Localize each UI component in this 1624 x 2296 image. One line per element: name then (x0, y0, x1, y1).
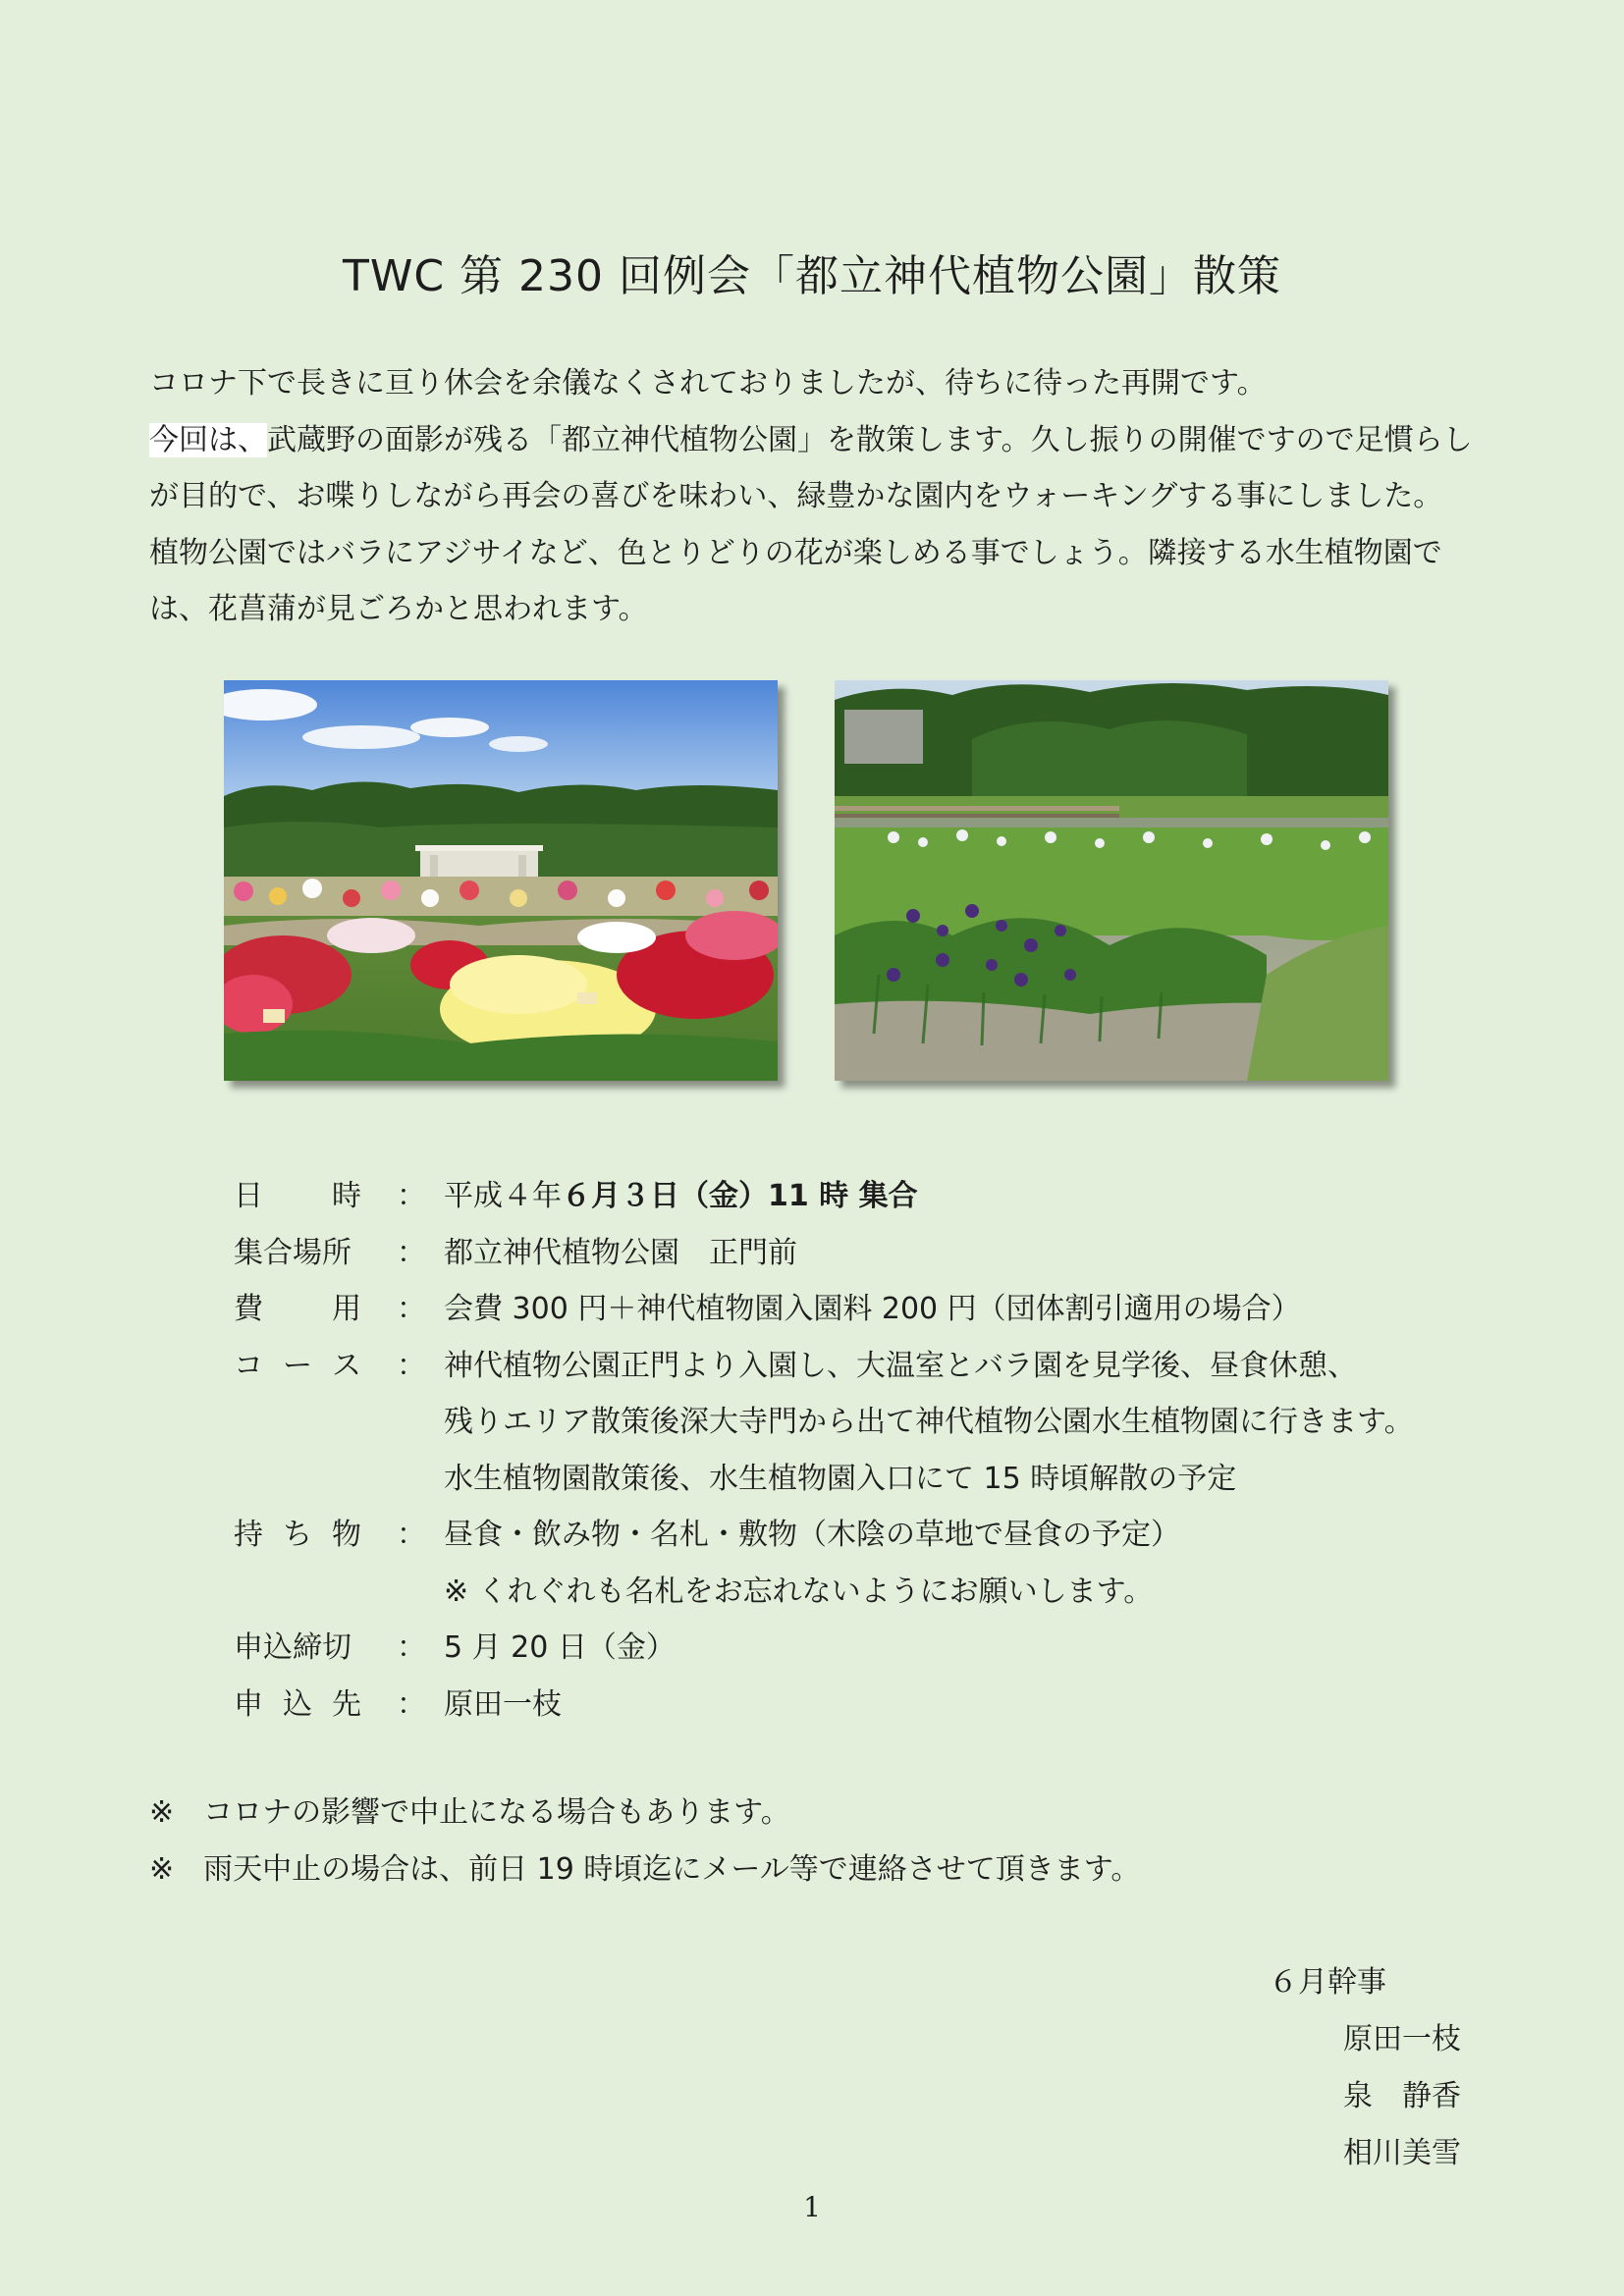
detail-value: 残りエリア散策後深大寺門から出て神代植物公園水生植物園に行きます。 (444, 1405, 1414, 1439)
detail-label: 集合場所 (234, 1235, 352, 1270)
detail-colon: ： (397, 1235, 426, 1270)
detail-colon: ： (397, 1348, 426, 1383)
detail-value: 神代植物公園正門より入園し、大温室とバラ園を見学後、昼食休憩、 (444, 1348, 1357, 1383)
intro-paragraph (149, 355, 1494, 638)
datetime-prefix: 平成４年 (444, 1179, 562, 1213)
notes (149, 1785, 1140, 1897)
detail-value: 昼食・飲み物・名札・敷物（木陰の草地で昼食の予定） (444, 1518, 1180, 1552)
highlighted-text: 今回は、 (149, 422, 267, 457)
intro-line: は、花菖蒲が見ごろかと思われます。 (149, 592, 648, 626)
signature-name: 原田一枝 (1343, 2022, 1461, 2056)
detail-colon: ： (397, 1179, 426, 1213)
intro-line: 植物公園ではバラにアジサイなど、色とりどりの花が楽しめる事でしょう。隣接する水生植物園で (149, 535, 1442, 570)
signature-name: 相川美雪 (1343, 2136, 1461, 2170)
detail-value: 都立神代植物公園 正門前 (444, 1235, 797, 1270)
rose-garden-photo (224, 680, 778, 1081)
signature-name: 泉 静香 (1343, 2079, 1461, 2113)
intro-line: が目的で、お喋りしながら再会の喜びを味わい、緑豊かな園内をウォーキングする事にしました。 (149, 479, 1443, 513)
datetime-bold: ６月３日（金）11 時 集合 (562, 1179, 918, 1213)
page-title: TWC 第 230 回例会「都立神代植物公園」散策 (342, 251, 1282, 301)
detail-label (234, 1507, 361, 1564)
label-char: ス (332, 1348, 361, 1383)
label-char: 費 (234, 1292, 263, 1326)
label-char: 日 (234, 1179, 263, 1213)
detail-label (234, 1168, 361, 1225)
detail-value: 5 月 20 日（金） (444, 1630, 676, 1665)
detail-label (234, 1338, 361, 1395)
intro-line: コロナ下で長きに亘り休会を余儀なくされておりましたが、待ちに待った再開です。 (149, 366, 1267, 400)
intro-line (149, 412, 1494, 469)
detail-value (444, 1168, 918, 1225)
label-char: 持 (234, 1518, 263, 1552)
detail-colon: ： (397, 1518, 426, 1552)
detail-value: 原田一枝 (444, 1686, 562, 1722)
note-line: ※ 雨天中止の場合は、前日 19 時頃迄にメール等で連絡させて頂きます。 (149, 1851, 1141, 1887)
label-char: 込 (283, 1686, 312, 1722)
label-char: 時 (332, 1179, 361, 1213)
detail-colon: ： (397, 1292, 426, 1326)
label-char: 用 (332, 1292, 361, 1326)
label-char: ち (283, 1518, 312, 1552)
label-char: 物 (332, 1518, 361, 1552)
label-char: 申 (234, 1686, 263, 1722)
label-char: コ (234, 1348, 263, 1383)
iris-garden-photo (835, 680, 1388, 1081)
label-char: ー (283, 1348, 312, 1383)
signature-role: ６月幹事 (1269, 1965, 1386, 2000)
intro-text: 武蔵野の面影が残る「都立神代植物公園」を散策します。久し振りの開催ですので足慣らし (267, 422, 1473, 457)
label-char: 先 (332, 1686, 361, 1722)
note-line: ※ コロナの影響で中止になる場合もあります。 (149, 1795, 790, 1830)
detail-value: ※ くれぐれも名札をお忘れないようにお願いします。 (444, 1574, 1154, 1609)
detail-colon: ： (397, 1630, 426, 1665)
detail-value: 水生植物園散策後、水生植物園入口にて 15 時頃解散の予定 (444, 1461, 1237, 1496)
detail-label (234, 1677, 361, 1734)
detail-value: 会費 300 円＋神代植物園入園料 200 円（団体割引適用の場合） (444, 1292, 1301, 1326)
detail-label: 申込締切 (234, 1630, 352, 1665)
detail-colon: ： (397, 1686, 426, 1722)
page-number: 1 (803, 2191, 821, 2223)
detail-label (234, 1281, 361, 1338)
